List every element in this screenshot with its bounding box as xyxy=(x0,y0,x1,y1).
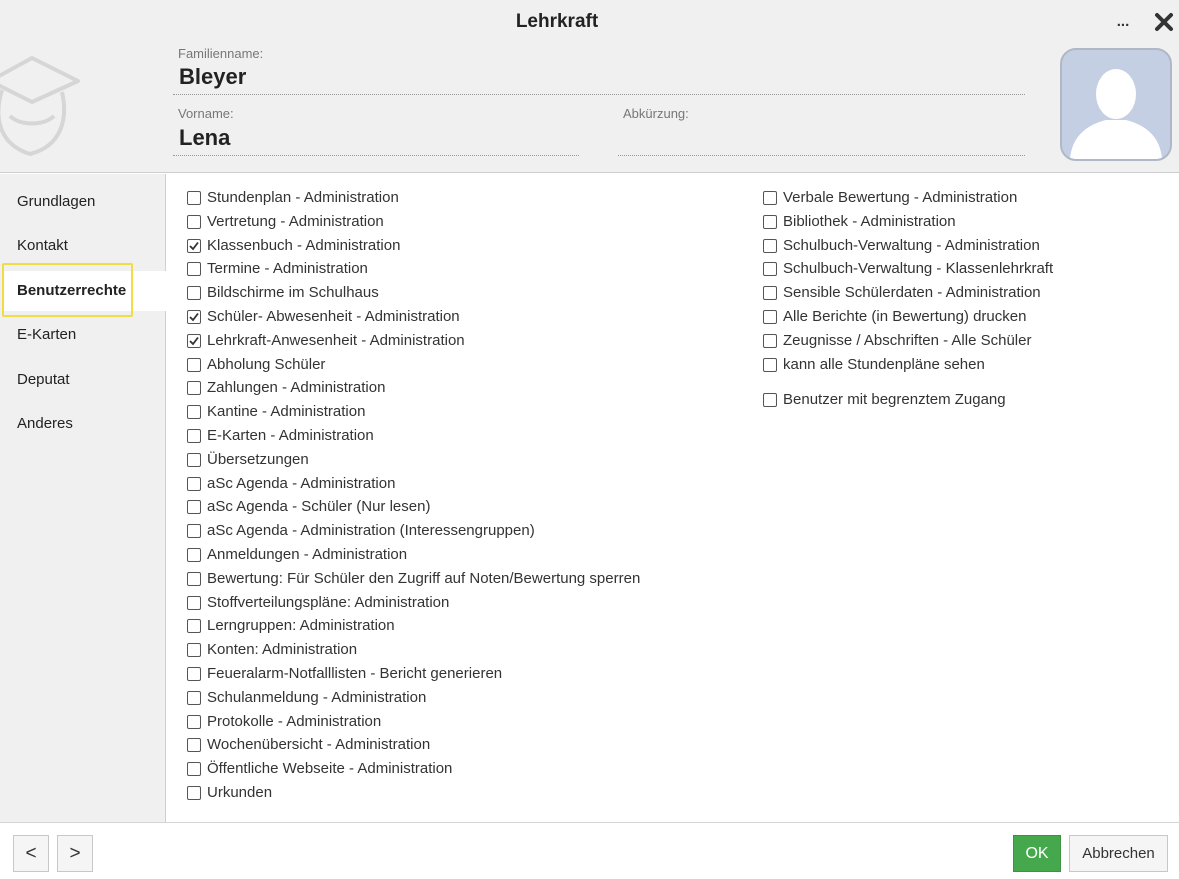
window-title: Lehrkraft xyxy=(515,11,599,32)
checkmark-icon xyxy=(189,312,199,322)
sidebar-item-anderes[interactable]: Anderes xyxy=(17,415,73,432)
permission-label: aSc Agenda - Administration (Interessengruppen) xyxy=(207,522,535,540)
cancel-button[interactable]: Abbrechen xyxy=(1069,835,1168,872)
permission-label: Sensible Schülerdaten - Administration xyxy=(783,284,1041,302)
permission-label: Stundenplan - Administration xyxy=(207,189,399,206)
permission-checkbox[interactable] xyxy=(187,262,201,276)
permission-label: Anmeldungen - Administration xyxy=(207,546,408,563)
permission-checkbox[interactable] xyxy=(187,405,201,419)
permission-checkbox[interactable] xyxy=(187,524,201,538)
permission-checkbox[interactable] xyxy=(763,286,777,300)
permission-label: Lerngruppen: Administration xyxy=(207,617,395,635)
permission-label: Termine - Administration xyxy=(207,260,368,278)
permission-checkbox[interactable] xyxy=(763,262,777,276)
permission-label: Abholung Schüler xyxy=(207,355,326,373)
permission-checkbox[interactable] xyxy=(763,310,777,324)
permission-checkbox[interactable] xyxy=(187,596,201,610)
permission-label: Zahlungen - Administration xyxy=(207,379,386,397)
permission-label: Protokolle - Administration xyxy=(207,712,382,730)
permission-checkbox[interactable] xyxy=(187,762,201,776)
permission-label: Bibliothek - Administration xyxy=(783,212,956,230)
permission-label: Benutzer mit begrenztem Zugang xyxy=(783,391,1006,408)
permission-checkbox[interactable] xyxy=(187,215,201,229)
abkuerzung-label: Abkürzung: xyxy=(623,106,689,121)
permission-label: aSc Agenda - Schüler (Nur lesen) xyxy=(207,498,431,516)
sidebar-item-e-karten[interactable]: E-Karten xyxy=(17,326,77,343)
permission-label: Zeugnisse / Abschriften - Alle Schüler xyxy=(783,331,1032,349)
familienname-input[interactable]: Bleyer xyxy=(179,64,247,89)
permission-checkbox[interactable] xyxy=(187,381,201,395)
permission-checkbox[interactable] xyxy=(187,358,201,372)
permission-label: Lehrkraft-Anwesenheit - Administration xyxy=(207,331,465,349)
checkmark-icon xyxy=(189,336,199,346)
permission-label: Öffentliche Webseite - Administration xyxy=(207,760,453,778)
permission-label: Stoffverteilungspläne: Administration xyxy=(207,593,450,611)
user-silhouette-icon xyxy=(1062,50,1170,159)
permission-checkbox[interactable] xyxy=(187,572,201,586)
permission-label: Übersetzungen xyxy=(207,450,309,468)
next-button[interactable]: > xyxy=(57,835,93,872)
permission-label: Vertretung - Administration xyxy=(207,212,384,230)
permission-label: Schulbuch-Verwaltung - Klassenlehrkraft xyxy=(783,260,1054,278)
previous-button[interactable]: < xyxy=(13,835,49,872)
permissions-panel xyxy=(167,174,1179,822)
permission-checkbox[interactable] xyxy=(187,334,201,348)
permission-label: Feueralarm-Notfalllisten - Bericht generieren xyxy=(207,665,503,682)
permission-checkbox[interactable] xyxy=(187,643,201,657)
permission-checkbox[interactable] xyxy=(763,334,777,348)
permission-checkbox[interactable] xyxy=(187,786,201,800)
permission-checkbox[interactable] xyxy=(763,393,777,407)
permission-checkbox[interactable] xyxy=(187,286,201,300)
abkuerzung-underline xyxy=(618,155,1025,156)
checkmark-icon xyxy=(189,241,199,251)
permission-checkbox[interactable] xyxy=(187,691,201,705)
permission-label: kann alle Stundenpläne sehen xyxy=(783,355,985,373)
permission-label: Urkunden xyxy=(207,784,273,801)
permission-checkbox[interactable] xyxy=(187,738,201,752)
permission-label: Klassenbuch - Administration xyxy=(207,236,401,254)
vorname-underline xyxy=(173,155,579,156)
abkuerzung-input[interactable] xyxy=(623,125,1023,153)
permission-checkbox[interactable] xyxy=(187,477,201,491)
permission-checkbox[interactable] xyxy=(187,453,201,467)
familienname-label: Familienname: xyxy=(178,46,264,61)
permission-checkbox[interactable] xyxy=(763,215,777,229)
sidebar-item-kontakt[interactable]: Kontakt xyxy=(17,237,68,254)
footer xyxy=(0,822,1179,879)
permission-label: Schulbuch-Verwaltung - Administration xyxy=(783,236,1040,254)
permission-label: E-Karten - Administration xyxy=(207,427,374,444)
teacher-header xyxy=(0,44,1179,173)
vorname-input[interactable]: Lena xyxy=(179,125,231,150)
permission-label: Bewertung: Für Schüler den Zugriff auf Noten/Bewertung sperren xyxy=(207,569,641,587)
familienname-underline xyxy=(173,94,1025,95)
permission-label: Verbale Bewertung - Administration xyxy=(783,189,1018,206)
permission-checkbox[interactable] xyxy=(763,358,777,372)
avatar[interactable] xyxy=(1060,48,1172,161)
graduation-hat-icon xyxy=(0,46,90,166)
sidebar-item-deputat[interactable]: Deputat xyxy=(17,371,70,388)
more-options-button[interactable]: ... xyxy=(1116,13,1130,30)
permission-checkbox[interactable] xyxy=(187,500,201,514)
permission-label: Schüler- Abwesenheit - Administration xyxy=(207,308,460,325)
permission-checkbox[interactable] xyxy=(187,239,201,253)
permission-label: Kantine - Administration xyxy=(207,403,366,421)
permission-checkbox[interactable] xyxy=(187,429,201,443)
permission-label: Schulanmeldung - Administration xyxy=(207,688,427,706)
permission-checkbox[interactable] xyxy=(187,191,201,205)
sidebar-item-benutzerrechte[interactable]: Benutzerrechte xyxy=(3,271,167,311)
close-icon xyxy=(1150,8,1178,36)
permission-checkbox[interactable] xyxy=(187,715,201,729)
permission-label: Konten: Administration xyxy=(207,641,358,659)
ok-button[interactable]: OK xyxy=(1013,835,1061,872)
active-tab-highlight xyxy=(2,263,133,317)
permission-label: Alle Berichte (in Bewertung) drucken xyxy=(783,308,1027,325)
permission-label: Wochenübersicht - Administration xyxy=(207,736,431,754)
permission-checkbox[interactable] xyxy=(187,310,201,324)
vorname-label: Vorname: xyxy=(178,106,234,121)
close-button[interactable] xyxy=(1150,8,1178,36)
permission-checkbox[interactable] xyxy=(763,191,777,205)
permission-label: aSc Agenda - Administration xyxy=(207,474,396,492)
sidebar-item-grundlagen[interactable]: Grundlagen xyxy=(17,193,96,210)
title-bar xyxy=(0,0,1179,44)
permission-checkbox[interactable] xyxy=(187,619,201,633)
permission-checkbox[interactable] xyxy=(187,667,201,681)
permission-label: Bildschirme im Schulhaus xyxy=(207,284,379,302)
permission-checkbox[interactable] xyxy=(763,239,777,253)
permission-checkbox[interactable] xyxy=(187,548,201,562)
